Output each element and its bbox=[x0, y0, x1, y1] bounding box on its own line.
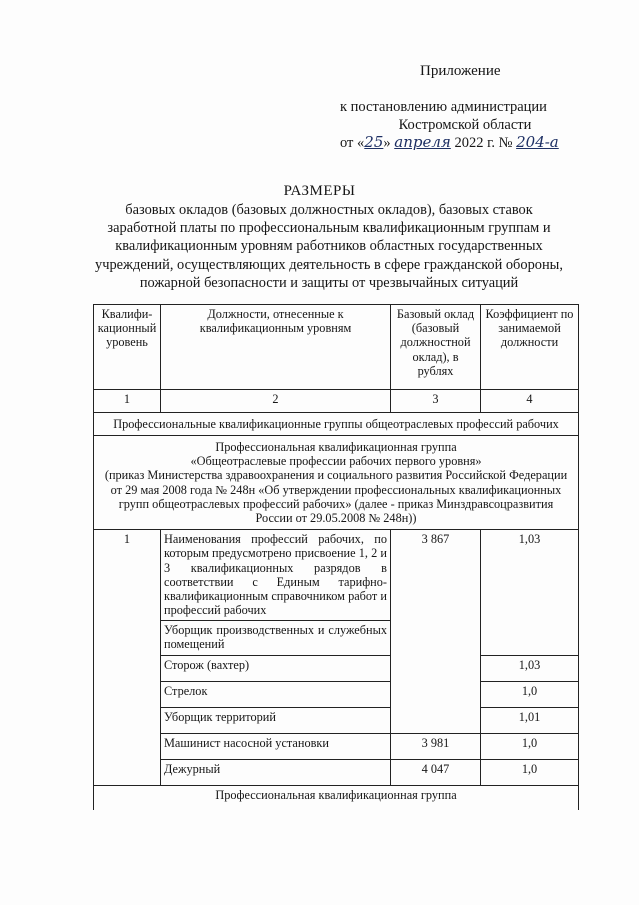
position-cell: Дежурный bbox=[161, 760, 391, 786]
date-number: 204-а bbox=[516, 133, 559, 151]
group-title bbox=[94, 436, 579, 530]
header-coefficient: Коэффициент по занимаемой должности bbox=[481, 305, 579, 390]
position-cell: Стрелок bbox=[161, 682, 391, 708]
table-row bbox=[94, 760, 579, 786]
resolution-block bbox=[340, 98, 590, 134]
header-salary: Базовый оклад (базовый должностной оклад), в рублях bbox=[391, 305, 481, 390]
section-title: Профессиональные квалификационные группы общеотраслевых профессий рабочих bbox=[94, 413, 579, 436]
position-cell: Машинист насосной установки bbox=[161, 734, 391, 760]
table-row bbox=[94, 734, 579, 760]
col-number-4: 4 bbox=[481, 390, 579, 413]
next-group-title: Профессиональная квалификационная группа bbox=[94, 786, 579, 811]
group-title-line-3: (приказ Министерства здравоохранения и социального развития Российской Федерации от 29 мая 2008 года № 248н «Об утверждении профессиональных квалификационных групп общеотраслевых профессий рабочих» (далее - приказ Минздравсоцразвития России от 29.05.2008 № 248н)) bbox=[104, 468, 568, 526]
table-header-row bbox=[94, 305, 579, 390]
coefficient-cell: 1,01 bbox=[481, 708, 579, 734]
salary-cell: 4 047 bbox=[391, 760, 481, 786]
date-prefix: от « bbox=[340, 135, 365, 151]
table-row bbox=[94, 682, 579, 708]
position-cell: Уборщик территорий bbox=[161, 708, 391, 734]
resolution-line-2: Костромской области bbox=[398, 117, 532, 133]
section-title-row bbox=[94, 413, 579, 436]
column-numbers-row bbox=[94, 390, 579, 413]
header-level: Квалифи-кационный уровень bbox=[94, 305, 161, 390]
coefficient-cell: 1,0 bbox=[481, 682, 579, 708]
table-row bbox=[94, 708, 579, 734]
level-cell: 1 bbox=[94, 530, 161, 786]
position-cell: Наименования профессий рабочих, по которым предусмотрено присвоение 1, 2 и 3 квалификационных разрядов в соответствии с Единым тарифно-квалификационным справочником работ и профессий рабочих bbox=[161, 530, 391, 621]
header-position: Должности, отнесенные к квалификационным уровням bbox=[161, 305, 391, 390]
col-number-3: 3 bbox=[391, 390, 481, 413]
position-cell: Сторож (вахтер) bbox=[161, 656, 391, 682]
salary-cell: 3 981 bbox=[391, 734, 481, 760]
date-year: 2022 г. № bbox=[450, 135, 517, 151]
date-day: 25 bbox=[364, 133, 384, 151]
group-title-line-2: «Общеотраслевые профессии рабочих первого уровня» bbox=[190, 454, 482, 469]
date-month: апреля bbox=[394, 133, 451, 151]
group-title-row bbox=[94, 436, 579, 530]
coefficient-cell: 1,03 bbox=[481, 656, 579, 682]
document-subtitle: базовых окладов (базовых должностных окладов), базовых ставок заработной платы по профессиональным квалификационным группам и квалификационным уровням работников областных государственных учреждений, осуществляющих деятельность в сфере гражданской обороны, пожарной безопасности и защиты от чрезвычайных ситуаций bbox=[95, 202, 563, 291]
col-number-1: 1 bbox=[94, 390, 161, 413]
coefficient-cell: 1,03 bbox=[481, 530, 579, 656]
col-number-2: 2 bbox=[161, 390, 391, 413]
document-title: РАЗМЕРЫ bbox=[283, 183, 356, 199]
table-row bbox=[94, 530, 579, 621]
salary-cell: 3 867 bbox=[391, 530, 481, 734]
position-cell: Уборщик производственных и служебных помещений bbox=[161, 621, 391, 656]
group-title-line-1: Профессиональная квалификационная группа bbox=[215, 440, 457, 454]
date-mid: » bbox=[383, 135, 395, 151]
coefficient-cell: 1,0 bbox=[481, 760, 579, 786]
salary-table bbox=[93, 304, 579, 810]
next-group-row bbox=[94, 786, 579, 811]
resolution-line-1: к постановлению администрации bbox=[340, 99, 547, 115]
appendix-label: Приложение bbox=[420, 63, 501, 79]
resolution-date bbox=[340, 133, 559, 152]
coefficient-cell: 1,0 bbox=[481, 734, 579, 760]
table-row bbox=[94, 656, 579, 682]
